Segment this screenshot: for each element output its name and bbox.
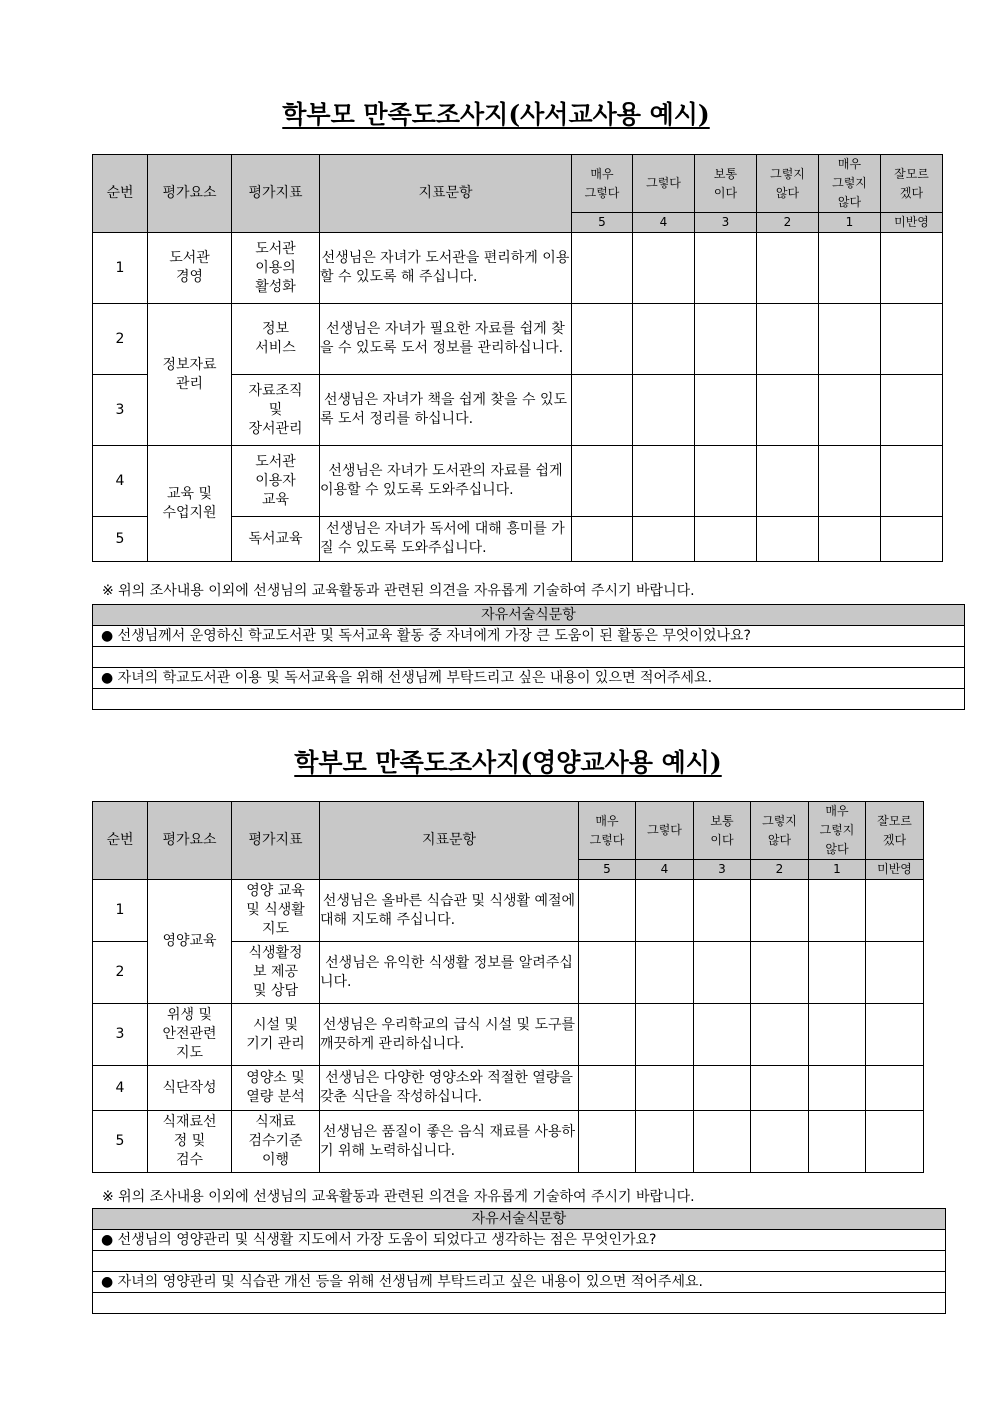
answer-cell[interactable]	[866, 1004, 924, 1066]
row-no: 2	[93, 304, 148, 375]
free-answer-1[interactable]	[93, 1251, 946, 1272]
answer-cell[interactable]	[757, 304, 819, 375]
row-no: 1	[93, 880, 148, 942]
row-element: 도서관 경영	[148, 233, 232, 304]
scale-5-score: 5	[579, 860, 636, 880]
answer-cell[interactable]	[694, 880, 751, 942]
answer-cell[interactable]	[694, 1004, 751, 1066]
answer-cell[interactable]	[751, 942, 809, 1004]
scale-2-label: 그렇지 않다	[751, 802, 809, 860]
row-indicator: 도서관 이용자 교육	[232, 446, 320, 517]
answer-cell[interactable]	[633, 446, 695, 517]
row-question: 선생님은 우리학교의 급식 시설 및 도구를 깨끗하게 관리하십니다.	[320, 1004, 579, 1066]
answer-cell[interactable]	[751, 1111, 809, 1173]
row-element: 식단작성	[148, 1066, 232, 1111]
answer-cell[interactable]	[819, 517, 881, 562]
answer-cell[interactable]	[809, 942, 866, 1004]
answer-cell[interactable]	[633, 233, 695, 304]
free-answer-2[interactable]	[93, 689, 965, 710]
scale-3-score: 3	[695, 213, 757, 233]
free-question-1: ● 선생님께서 운영하신 학교도서관 및 독서교육 활동 중 자녀에게 가장 큰 도움이 된 활동은 무엇이었나요?	[93, 626, 965, 647]
answer-cell[interactable]	[695, 517, 757, 562]
answer-cell[interactable]	[751, 1066, 809, 1111]
row-question: 선생님은 자녀가 도서관을 편리하게 이용할 수 있도록 해 주십니다.	[320, 233, 572, 304]
answer-cell[interactable]	[579, 942, 636, 1004]
answer-cell[interactable]	[572, 304, 633, 375]
scale-unknown-score: 미반영	[866, 860, 924, 880]
scale-1-label: 매우 그렇지 않다	[819, 155, 881, 213]
answer-cell[interactable]	[866, 1111, 924, 1173]
free-answer-1[interactable]	[93, 647, 965, 668]
row-indicator: 영양 교육 및 식생활 지도	[232, 880, 320, 942]
answer-cell[interactable]	[695, 375, 757, 446]
scale-1-label: 매우 그렇지 않다	[809, 802, 866, 860]
scale-2-label: 그렇지 않다	[757, 155, 819, 213]
row-indicator: 독서교육	[232, 517, 320, 562]
answer-cell[interactable]	[751, 880, 809, 942]
row-no: 3	[93, 375, 148, 446]
answer-cell[interactable]	[633, 517, 695, 562]
answer-cell[interactable]	[881, 446, 943, 517]
row-indicator: 식생활정 보 제공 및 상담	[232, 942, 320, 1004]
scale-4-label: 그렇다	[633, 155, 695, 213]
scale-3-score: 3	[694, 860, 751, 880]
answer-cell[interactable]	[809, 1066, 866, 1111]
scale-3-label: 보통 이다	[695, 155, 757, 213]
answer-cell[interactable]	[881, 517, 943, 562]
answer-cell[interactable]	[695, 304, 757, 375]
row-indicator: 영양소 및 열량 분석	[232, 1066, 320, 1111]
row-element: 정보자료 관리	[148, 304, 232, 446]
row-indicator: 도서관 이용의 활성화	[232, 233, 320, 304]
answer-cell[interactable]	[633, 304, 695, 375]
free-question-2: ● 자녀의 학교도서관 이용 및 독서교육을 위해 선생님께 부탁드리고 싶은 내용이 있으면 적어주세요.	[93, 668, 965, 689]
row-indicator: 식재료 검수기준 이행	[232, 1111, 320, 1173]
answer-cell[interactable]	[809, 880, 866, 942]
survey2-note: ※ 위의 조사내용 이외에 선생님의 교육활동과 관련된 의견을 자유롭게 기술하여 주시기 바랍니다.	[102, 1189, 695, 1205]
row-no: 4	[93, 446, 148, 517]
scale-4-score: 4	[636, 860, 694, 880]
scale-2-score: 2	[757, 213, 819, 233]
answer-cell[interactable]	[694, 1111, 751, 1173]
answer-cell[interactable]	[809, 1004, 866, 1066]
free-question-2: ● 자녀의 영양관리 및 식습관 개선 등을 위해 선생님께 부탁드리고 싶은 내용이 있으면 적어주세요.	[93, 1272, 946, 1293]
answer-cell[interactable]	[636, 1004, 694, 1066]
table-row	[93, 304, 943, 375]
header-question: 지표문항	[320, 802, 579, 880]
row-question: 선생님은 자녀가 도서관의 자료를 쉽게 이용할 수 있도록 도와주십니다.	[320, 446, 572, 517]
answer-cell[interactable]	[751, 1004, 809, 1066]
answer-cell[interactable]	[757, 233, 819, 304]
answer-cell[interactable]	[881, 304, 943, 375]
answer-cell[interactable]	[757, 517, 819, 562]
answer-cell[interactable]	[636, 880, 694, 942]
free-header: 자유서술식문항	[93, 605, 965, 626]
scale-5-label: 매우 그렇다	[572, 155, 633, 213]
survey2-table	[92, 801, 924, 1173]
row-element: 영양교육	[148, 880, 232, 1004]
row-element: 식재료선 정 및 검수	[148, 1111, 232, 1173]
scale-unknown-label: 잘모르 겠다	[866, 802, 924, 860]
answer-cell[interactable]	[636, 1111, 694, 1173]
row-question: 선생님은 자녀가 책을 쉽게 찾을 수 있도록 도서 정리를 하십니다.	[320, 375, 572, 446]
table-row	[93, 1111, 924, 1173]
answer-cell[interactable]	[695, 446, 757, 517]
scale-3-label: 보통 이다	[694, 802, 751, 860]
answer-cell[interactable]	[809, 1111, 866, 1173]
row-question: 선생님은 올바른 식습관 및 식생활 예절에 대해 지도해 주십니다.	[320, 880, 579, 942]
answer-cell[interactable]	[579, 1111, 636, 1173]
answer-cell[interactable]	[694, 1066, 751, 1111]
row-indicator: 자료조직 및 장서관리	[232, 375, 320, 446]
scale-5-label: 매우 그렇다	[579, 802, 636, 860]
answer-cell[interactable]	[636, 1066, 694, 1111]
row-no: 4	[93, 1066, 148, 1111]
answer-cell[interactable]	[636, 942, 694, 1004]
row-no: 1	[93, 233, 148, 304]
row-indicator: 정보 서비스	[232, 304, 320, 375]
answer-cell[interactable]	[757, 375, 819, 446]
answer-cell[interactable]	[819, 304, 881, 375]
header-indicator: 평가지표	[232, 802, 320, 880]
row-no: 5	[93, 1111, 148, 1173]
scale-1-score: 1	[809, 860, 866, 880]
row-no: 3	[93, 1004, 148, 1066]
scale-unknown-score: 미반영	[881, 213, 943, 233]
table-row	[93, 446, 943, 517]
survey2-free-table	[92, 1208, 946, 1314]
row-question: 선생님은 다양한 영양소와 적절한 열량을 갖춘 식단을 작성하십니다.	[320, 1066, 579, 1111]
table-row	[93, 1066, 924, 1111]
header-element: 평가요소	[148, 802, 232, 880]
scale-2-score: 2	[751, 860, 809, 880]
answer-cell[interactable]	[866, 880, 924, 942]
row-question: 선생님은 자녀가 필요한 자료를 쉽게 찾을 수 있도록 도서 정보를 관리하십니다.	[320, 304, 572, 375]
answer-cell[interactable]	[881, 233, 943, 304]
free-question-1: ● 선생님의 영양관리 및 식생활 지도에서 가장 도움이 되었다고 생각하는 점은 무엇인가요?	[93, 1230, 946, 1251]
answer-cell[interactable]	[866, 1066, 924, 1111]
answer-cell[interactable]	[819, 375, 881, 446]
survey1-note: ※ 위의 조사내용 이외에 선생님의 교육활동과 관련된 의견을 자유롭게 기술하여 주시기 바랍니다.	[102, 583, 695, 599]
row-indicator: 시설 및 기기 관리	[232, 1004, 320, 1066]
answer-cell[interactable]	[695, 233, 757, 304]
row-question: 선생님은 자녀가 독서에 대해 흥미를 가질 수 있도록 도와주십니다.	[320, 517, 572, 562]
answer-cell[interactable]	[579, 880, 636, 942]
row-element: 교육 및 수업지원	[148, 446, 232, 562]
header-indicator: 평가지표	[232, 155, 320, 233]
row-question: 선생님은 유익한 식생활 정보를 알려주십니다.	[320, 942, 579, 1004]
answer-cell[interactable]	[572, 517, 633, 562]
table-row	[93, 1004, 924, 1066]
scale-5-score: 5	[572, 213, 633, 233]
answer-cell[interactable]	[819, 446, 881, 517]
answer-cell[interactable]	[572, 446, 633, 517]
answer-cell[interactable]	[579, 1004, 636, 1066]
scale-1-score: 1	[819, 213, 881, 233]
answer-cell[interactable]	[694, 942, 751, 1004]
survey1-table	[92, 154, 943, 562]
table-row	[93, 880, 924, 942]
header-element: 평가요소	[148, 155, 232, 233]
survey1-title: 학부모 만족도조사지(사서교사용 예시)	[282, 100, 710, 129]
answer-cell[interactable]	[757, 446, 819, 517]
answer-cell[interactable]	[881, 375, 943, 446]
survey1-free-table	[92, 604, 965, 710]
answer-cell[interactable]	[579, 1066, 636, 1111]
header-no: 순번	[93, 155, 148, 233]
answer-cell[interactable]	[633, 375, 695, 446]
answer-cell[interactable]	[866, 942, 924, 1004]
answer-cell[interactable]	[572, 233, 633, 304]
answer-cell[interactable]	[819, 233, 881, 304]
header-question: 지표문항	[320, 155, 572, 233]
survey2-title: 학부모 만족도조사지(영양교사용 예시)	[294, 748, 722, 777]
free-answer-2[interactable]	[93, 1293, 946, 1314]
row-element: 위생 및 안전관련 지도	[148, 1004, 232, 1066]
header-no: 순번	[93, 802, 148, 880]
scale-4-score: 4	[633, 213, 695, 233]
row-no: 2	[93, 942, 148, 1004]
free-header: 자유서술식문항	[93, 1209, 946, 1230]
answer-cell[interactable]	[572, 375, 633, 446]
scale-4-label: 그렇다	[636, 802, 694, 860]
row-question: 선생님은 품질이 좋은 음식 재료를 사용하기 위해 노력하십니다.	[320, 1111, 579, 1173]
table-row	[93, 233, 943, 304]
row-no: 5	[93, 517, 148, 562]
scale-unknown-label: 잘모르 겠다	[881, 155, 943, 213]
